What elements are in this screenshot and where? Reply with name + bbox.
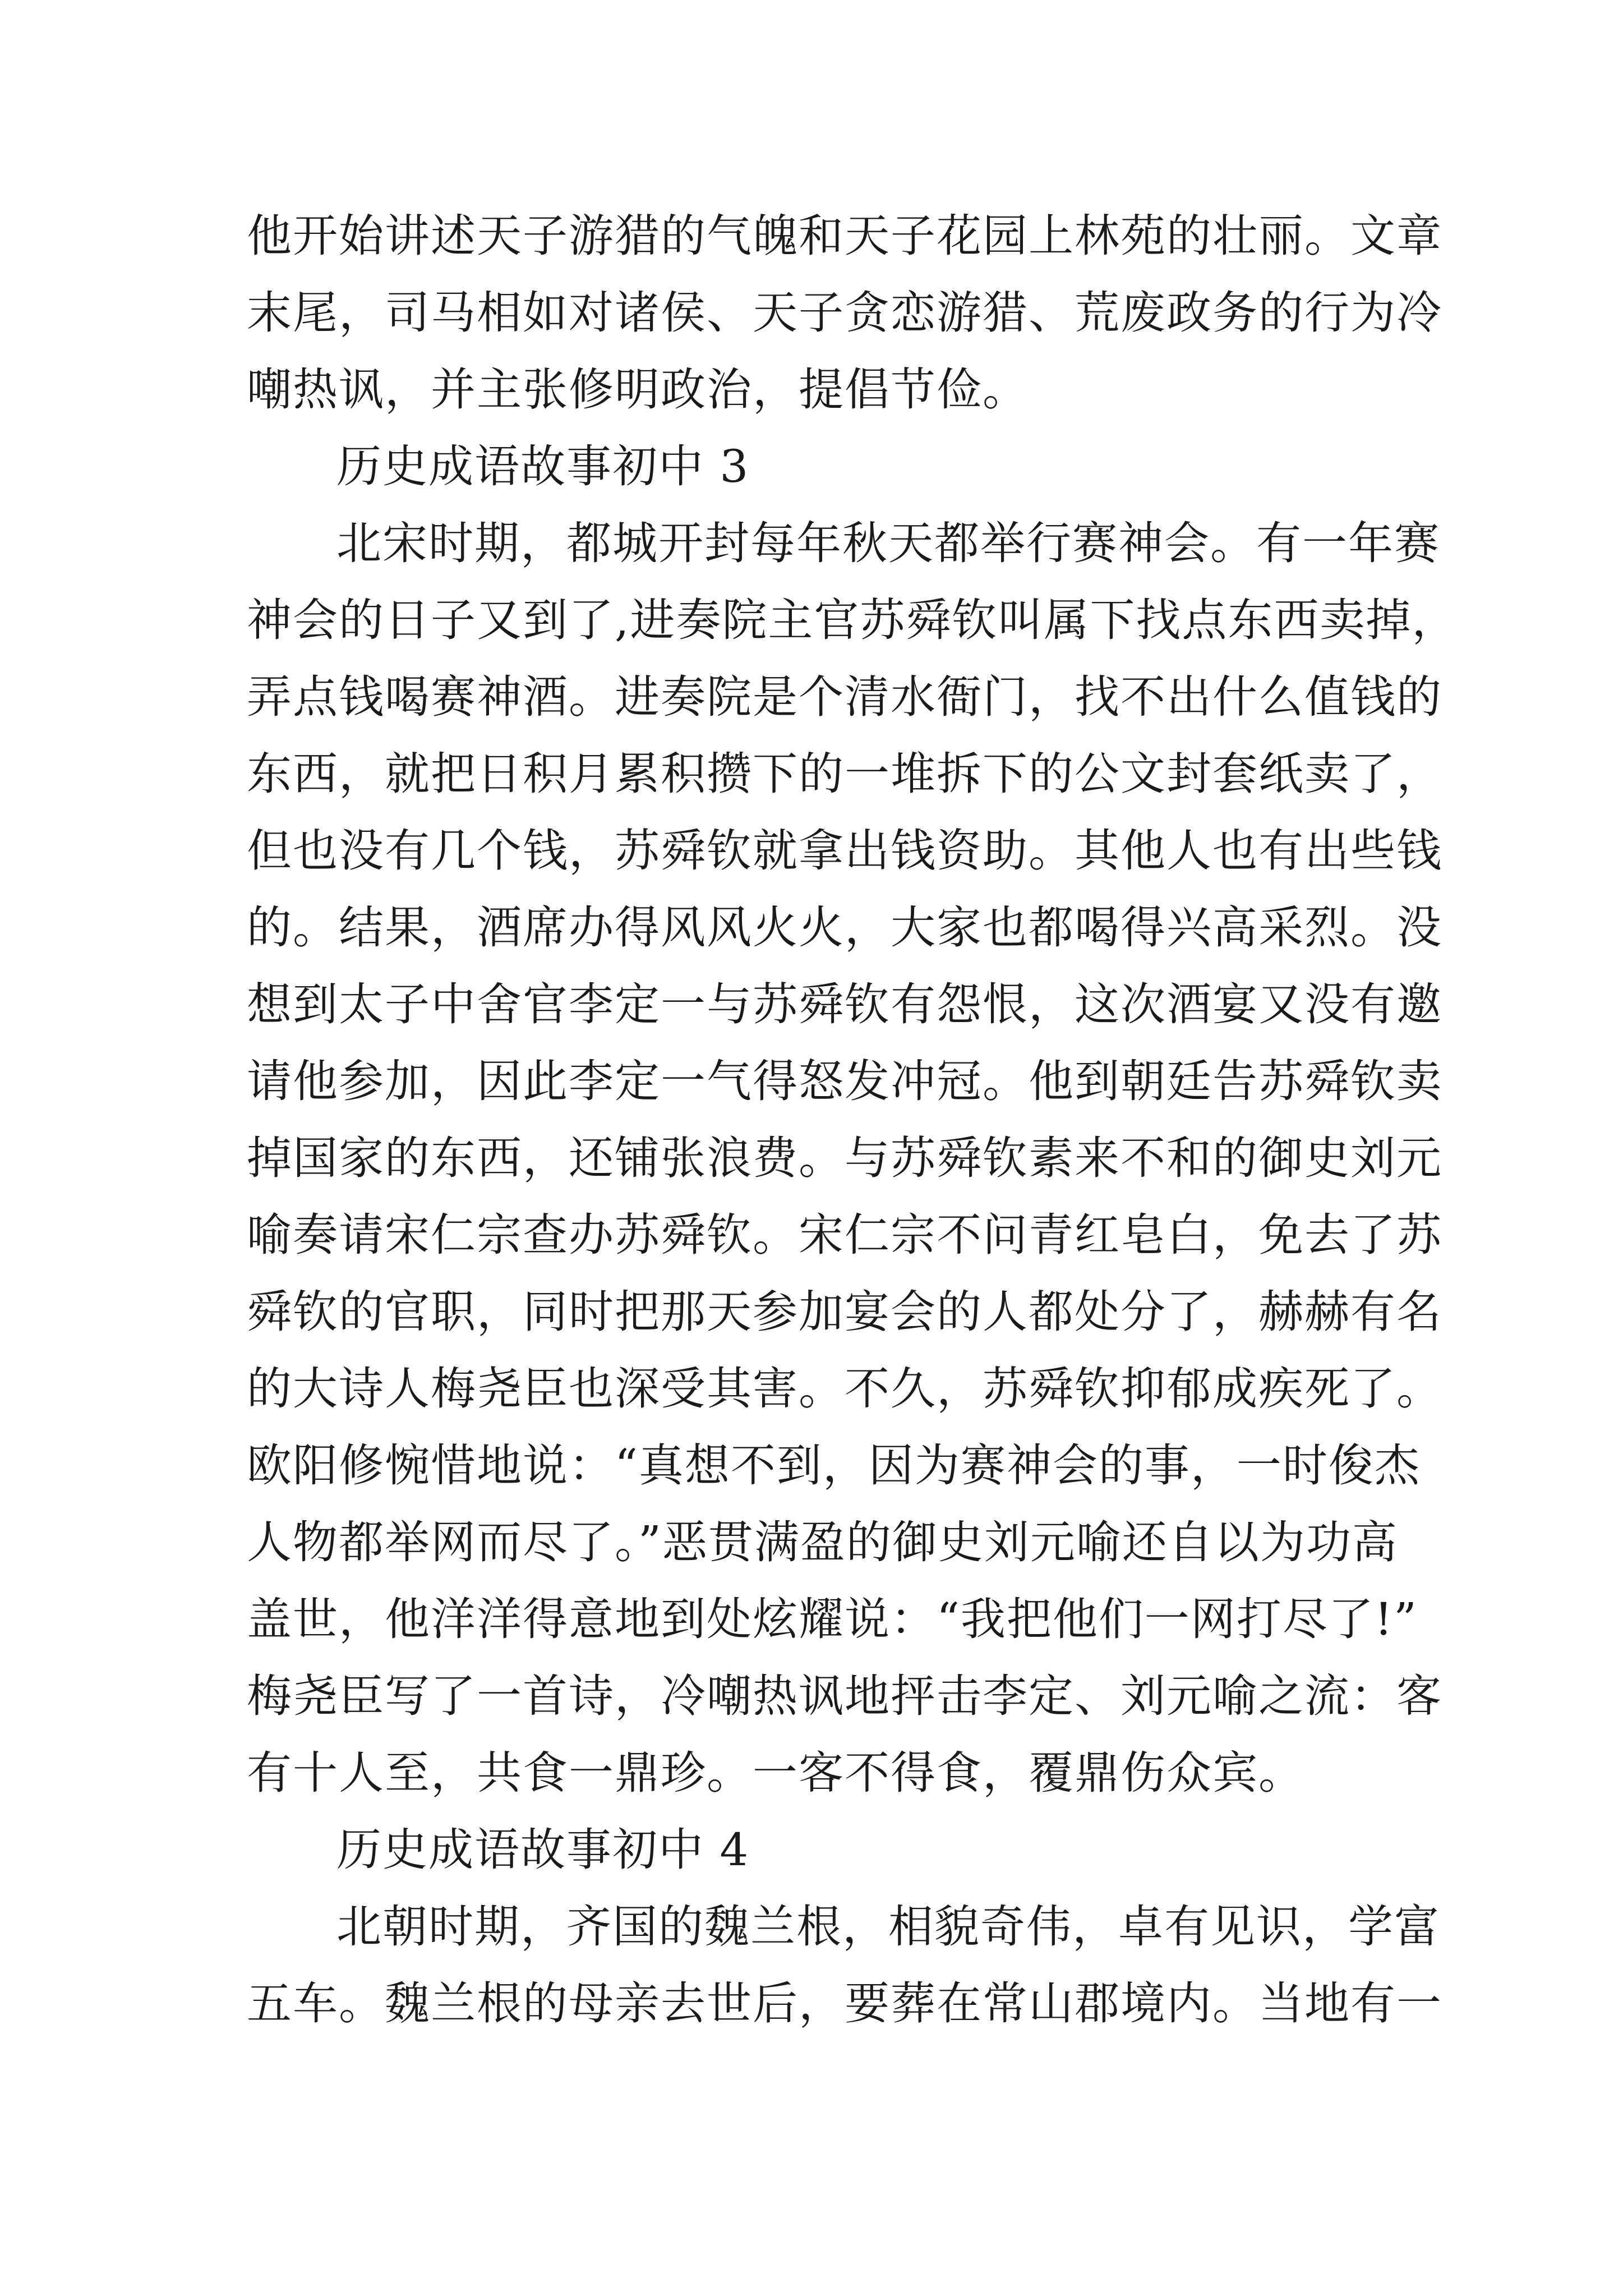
text-line: 他开始讲述天子游猎的气魄和天子花园上林苑的壮丽。文章 bbox=[247, 210, 1442, 262]
text-line: 弄点钱喝赛神酒。进奏院是个清水衙门，找不出什么值钱的 bbox=[247, 671, 1442, 723]
text-line: 欧阳修惋惜地说：“真想不到，因为赛神会的事，一时俊杰 bbox=[247, 1439, 1421, 1492]
text-line: 北宋时期，都城开封每年秋天都举行赛神会。有一年赛 bbox=[336, 517, 1440, 569]
text-line: 东西，就把日积月累积攒下的一堆拆下的公文封套纸卖了， bbox=[247, 748, 1442, 800]
text-line: 掉国家的东西，还铺张浪费。与苏舜钦素来不和的御史刘元 bbox=[247, 1132, 1442, 1184]
section-heading: 历史成语故事初中 3 bbox=[336, 440, 750, 493]
text-line: 五车。魏兰根的母亲去世后，要葬在常山郡境内。当地有一 bbox=[247, 1977, 1442, 2030]
text-line: 盖世，他洋洋得意地到处炫耀说：“我把他们一网打尽了!” bbox=[247, 1593, 1418, 1645]
text-line: 舜钦的官职，同时把那天参加宴会的人都处分了，赫赫有名 bbox=[247, 1286, 1442, 1338]
text-line: 嘲热讽，并主张修明政治，提倡节俭。 bbox=[247, 364, 1029, 416]
text-line: 但也没有几个钱，苏舜钦就拿出钱资助。其他人也有出些钱 bbox=[247, 825, 1442, 877]
text-line: 的。结果，酒席办得风风火火，大家也都喝得兴高采烈。没 bbox=[247, 901, 1442, 954]
text-line: 北朝时期，齐国的魏兰根，相貌奇伟，卓有见识，学富 bbox=[336, 1901, 1440, 1953]
section-heading: 历史成语故事初中 4 bbox=[336, 1824, 750, 1876]
text-line: 梅尧臣写了一首诗，冷嘲热讽地抨击李定、刘元喻之流：客 bbox=[247, 1670, 1442, 1722]
text-line: 神会的日子又到了,进奏院主官苏舜钦叫属下找点东西卖掉， bbox=[247, 594, 1458, 646]
text-line: 末尾，司马相如对诸侯、天子贪恋游猎、荒废政务的行为冷 bbox=[247, 287, 1442, 339]
text-line: 请他参加，因此李定一气得怒发冲冠。他到朝廷告苏舜钦卖 bbox=[247, 1055, 1442, 1107]
text-line: 的大诗人梅尧臣也深受其害。不久，苏舜钦抑郁成疾死了。 bbox=[247, 1363, 1442, 1415]
text-line: 人物都举网而尽了。”恶贯满盈的御史刘元喻还自以为功高 bbox=[247, 1516, 1398, 1568]
text-line: 想到太子中舍官李定一与苏舜钦有怨恨，这次酒宴又没有邀 bbox=[247, 978, 1442, 1030]
text-line: 喻奏请宋仁宗查办苏舜钦。宋仁宗不问青红皂白，免去了苏 bbox=[247, 1209, 1442, 1261]
body-text bbox=[247, 197, 1458, 2042]
text-line: 有十人至，共食一鼎珍。一客不得食，覆鼎伤众宾。 bbox=[247, 1747, 1304, 1799]
